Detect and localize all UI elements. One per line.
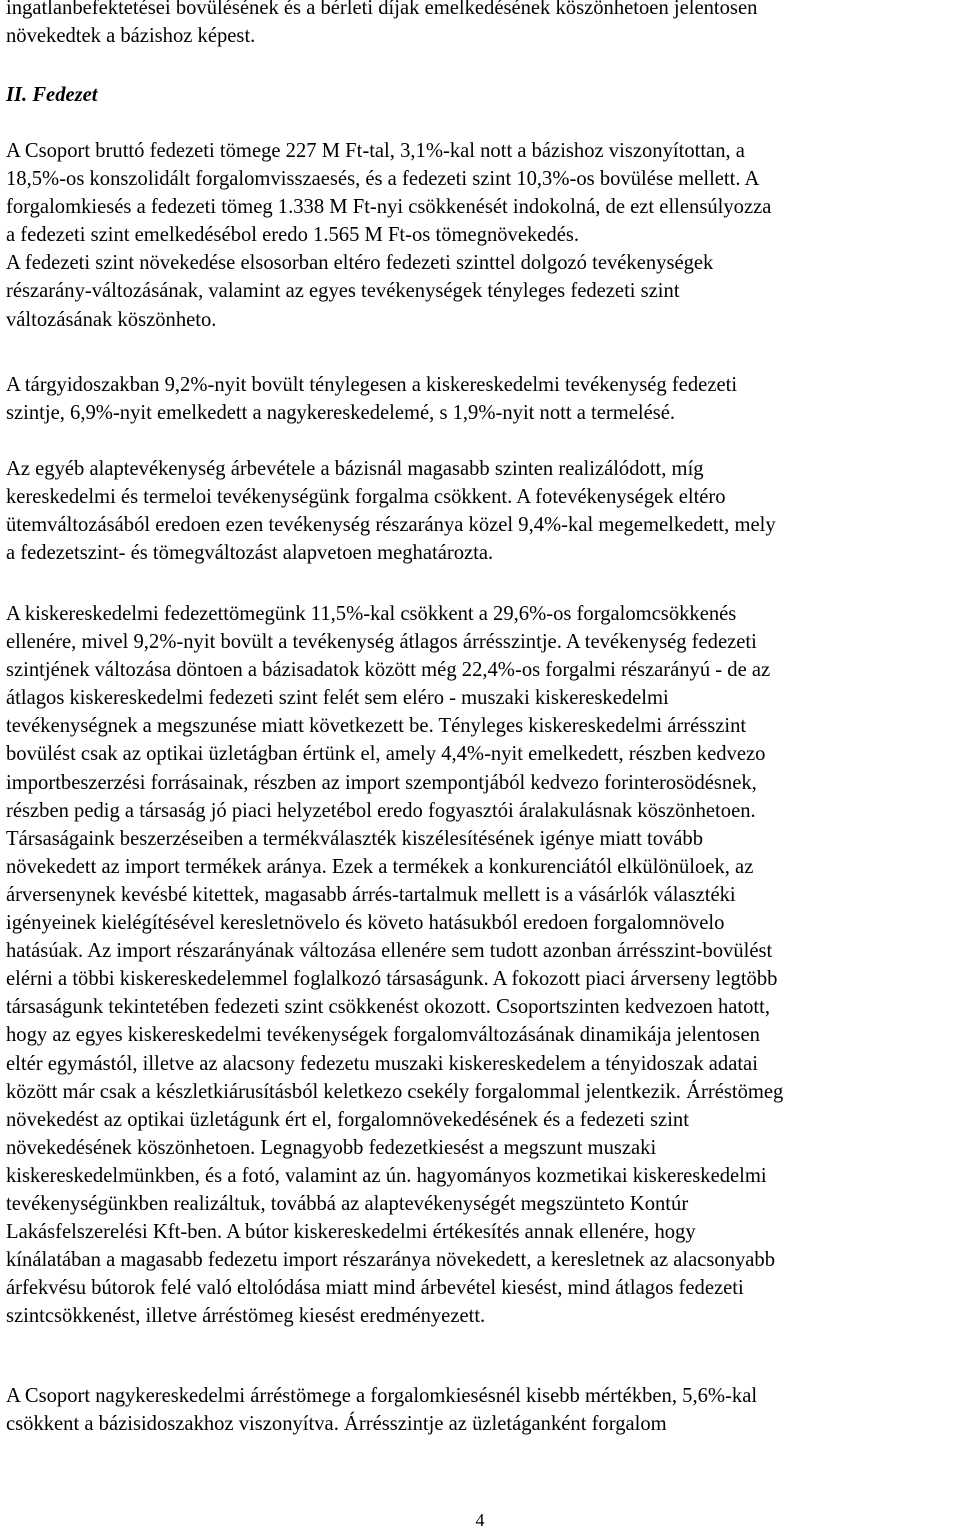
intro-paragraph: ingatlanbefektetései bovülésének és a bérleti díjak emelkedésének köszönhetoen jelentosen növekedtek a bázishoz képest. [6, 0, 758, 48]
paragraph-wholesale-margin: A Csoport nagykereskedelmi árréstömege a forgalomkiesésnél kisebb mértékben, 5,6%-kal csökkent a bázisidoszakhoz viszonyítva. Árrésszintje az üzletáganként forgalom [6, 1385, 758, 1436]
page-number: 4 [475, 1510, 485, 1530]
paragraph-margin-level: A tárgyidoszakban 9,2%-nyit bovült ténylegesen a kiskereskedelmi tevékenység fedezeti szintje, 6,9%-nyit emelkedett a nagykereskedelemé, s 1,9%-nyit nott a termelésé. [6, 374, 738, 425]
paragraph-other-activities: Az egyéb alaptevékenység árbevétele a bázisnál magasabb szinten realizálódott, míg kereskedelmi és termeloi tevékenységünk forgalma csökkent. A fotevékenységek eltéro ütemváltozásából eredoen ezen tevékenység részaránya közel 9,4%-kal megemelkedett, mely a fedezetszint- és tömegváltozást alapvetoen meghatározta. [6, 458, 776, 565]
paragraph-gross-margin: A Csoport bruttó fedezeti tömege 227 M Ft-tal, 3,1%-kal nott a bázishoz viszonyítottan, a 18,5%-os konszolidált forgalomvisszaesés, és a fedezeti szint 10,3%-os bovülése mellett. A forgalomkiesés a fedezeti tömeg 1.338 M Ft-nyi csökkenését indokolná, de ezt ellensúlyozza a fedezeti szint emelkedésébol eredo 1.565 M Ft-os tömegnövekedés. A fedezeti szint növekedése elsosorban eltéro fedezeti szinttel dolgozó tevékenységek részarány-változásának, valamint az egyes tevékenységek tényleges fedezeti szint változásának köszönheto. [6, 140, 772, 331]
section-heading: II. Fedezet [6, 84, 98, 106]
paragraph-retail-margin: A kiskereskedelmi fedezettömegünk 11,5%-kal csökkent a 29,6%-os forgalomcsökkenés ellenére, mivel 9,2%-nyit bovült a tevékenység átlagos árrésszintje. A tevékenység fedezeti szintjének változása döntoen a bázisadatok között még 22,4%-os forgalmi részarányú - de az átlagos kiskereskedelmi fedezeti szint felét sem eléro - muszaki kiskereskedelmi tevékenységnek a megszunése miatt következett be. Tényleges kiskereskedelmi árrésszint bovülést csak az optikai üzletágban értünk el, amely 4,4%-nyit emelkedett, részben kedvezo importbeszerzési forrásainak, részben az import szempontjából kedvezo forinterosödésnek, részben pedig a társaság jó piaci helyzetébol eredo fogyasztói áralakulásnak köszönhetoen. Társaságaink beszerzéseiben a termékválaszték kiszélesítésének igénye miatt tovább növekedett az import termékek aránya. Ezek a termékek a konkurenciától elkülönüloek, az árversenynek kevésbé kitettek, magasabb árrés-tartalmuk mellett is a vásárlók választéki igényeinek kielégítésével keresletnövelo és követo hatásukból eredoen forgalomnövelo hatásúak. Az import részarányának változása ellenére sem tudott azonban árrésszint-bovülést elérni a többi kiskereskedelemmel foglalkozó társaságunk. A fokozott piaci árverseny legtöbb társaságunk tekintetében fedezeti szint csökkenést okozott. Csoportszinten kedvezoen hatott, hogy az egyes kiskereskedelmi tevékenységek forgalomváltozásának dinamikája jelentosen eltér egymástól, illetve az alacsony fedezetu muszaki kiskereskedelem a tényidoszak adatai között már csak a készletkiárusításból keletkezo csekély forgalommal jelentkezik. Árréstömeg növekedést az optikai üzletágunk ért el, forgalomnövekedésének és a fedezeti szint növekedésének köszönhetoen. Legnagyobb fedezetkiesést a megszunt muszaki kiskereskedelmünkben, és a fotó, valamint az ún. hagyományos kozmetikai kiskereskedelmi tevékenységünkben realizáltuk, továbbá az alaptevékenységét megszünteto Kontúr Lakásfelszerelési Kft-ben. A bútor kiskereskedelmi értékesítés annak ellenére, hogy kínálatában a magasabb fedezetu import részaránya növekedett, a keresletnek az alacsonyabb árfekvésu bútorok felé való eltolódása miatt mind árbevétel kiesést, mind átlagos fedezeti szintcsökkenést, illetve árréstömeg kiesést eredményezett. [6, 603, 784, 1328]
